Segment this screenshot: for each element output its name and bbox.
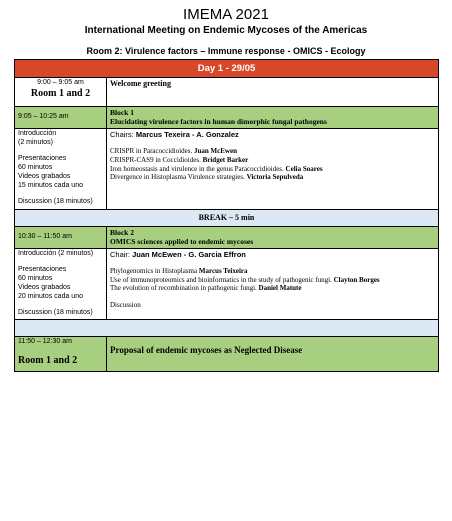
block1-videos-each: 15 minutos cada uno xyxy=(18,181,83,189)
block2-right-cell xyxy=(107,248,439,320)
closing-time: 11:50 – 12:30 am xyxy=(18,338,72,345)
talk-title: Iron homeostasis and virulence in the genus Paracoccidioides. xyxy=(110,164,286,173)
block1-body-row xyxy=(15,128,439,209)
block2-discussion-right: Discussion xyxy=(110,301,141,310)
closing-row xyxy=(15,337,439,372)
welcome-time: 9:00 – 9:05 am xyxy=(37,79,84,86)
block1-videos: Videos grabados xyxy=(18,172,71,180)
block1-talk-4 xyxy=(110,173,435,182)
block2-talk-3 xyxy=(110,284,435,293)
room-line: Room 2: Virulence factors – Immune response - OMICS - Ecology xyxy=(86,46,366,56)
welcome-row xyxy=(15,78,439,107)
talk-speaker: Daniel Matute xyxy=(258,284,302,293)
block2-chair-names: Juan McEwen - G. Garcia Effron xyxy=(132,249,246,259)
break-row xyxy=(15,209,439,226)
closing-title: Proposal of endemic mycoses as Neglected Disease xyxy=(107,337,439,372)
block1-time: 9:05 – 10:25 am xyxy=(15,107,107,129)
block2-discussion-left: Discussion (18 minutos) xyxy=(18,309,93,317)
talk-title: The evolution of recombination in pathogenic fungi. xyxy=(110,284,259,293)
block1-header xyxy=(107,107,439,129)
spacer-cell xyxy=(15,320,439,337)
block2-label: Block 2 xyxy=(110,227,134,237)
block1-right-cell xyxy=(107,128,439,209)
block1-intro-duration: (2 minutos) xyxy=(18,138,54,146)
closing-time-cell xyxy=(15,337,107,372)
talk-title: Use of immunoproteomics and bioinformatics in the study of pathogenic fungi. xyxy=(110,275,334,284)
closing-room: Room 1 and 2 xyxy=(18,354,78,366)
block2-videos-each: 20 minutos cada uno xyxy=(18,292,83,300)
block2-talk-2 xyxy=(110,276,435,285)
block1-presentations-minutes: 60 minutos xyxy=(18,164,53,171)
talk-speaker: Juan McEwen xyxy=(194,147,237,156)
block1-chairs-label: Chairs: xyxy=(110,129,136,139)
welcome-room: Room 1 and 2 xyxy=(30,87,91,99)
block1-talk-1 xyxy=(110,147,435,156)
block2-presentations-minutes: 60 minutos xyxy=(18,275,53,282)
talk-speaker: Celia Soares xyxy=(285,164,323,173)
block2-body-row xyxy=(15,248,439,320)
block1-presentations: Presentaciones xyxy=(18,155,67,163)
welcome-time-cell xyxy=(15,78,107,107)
block1-talk-2 xyxy=(110,156,435,165)
day-header: Day 1 - 29/05 xyxy=(15,60,439,78)
talk-title: CRISPR in Paracoccidioides. xyxy=(110,147,194,156)
talk-speaker: Victoria Sepulveda xyxy=(246,173,304,182)
talk-title: CRISPR-CAS9 in Coccidioides. xyxy=(110,155,203,164)
block1-header-row xyxy=(15,107,439,129)
block1-chairs-names: Marcus Texeira - A. Gonzalez xyxy=(135,129,239,139)
block1-discussion: Discussion (18 minutos) xyxy=(18,198,93,206)
day-row xyxy=(15,60,439,78)
document-title: IMEMA 2021 xyxy=(183,6,269,23)
block2-presentations: Presentaciones xyxy=(18,266,67,274)
block2-time: 10:30 – 11:50 am xyxy=(15,226,107,248)
break-label: BREAK – 5 min xyxy=(15,209,439,226)
block1-left-cell xyxy=(15,128,107,209)
block1-title: Elucidating virulence factors in human dimorphic fungal pathogens xyxy=(110,117,327,127)
spacer-row xyxy=(15,320,439,337)
welcome-title: Welcome greeting xyxy=(107,78,439,107)
block2-header xyxy=(107,226,439,248)
talk-speaker: Bridget Barker xyxy=(202,155,249,164)
block2-chair-label: Chair: xyxy=(110,249,133,259)
block1-talk-3 xyxy=(110,165,435,174)
block1-label: Block 1 xyxy=(110,108,134,117)
talk-speaker: Marcus Teixeira xyxy=(198,266,248,275)
block2-intro: Introducción (2 minutos) xyxy=(18,249,94,257)
talk-speaker: Clayton Borges xyxy=(333,275,380,284)
block2-talk-1 xyxy=(110,267,435,276)
block2-title: OMICS sciences applied to endemic mycoses xyxy=(110,237,254,247)
document-subtitle: International Meeting on Endemic Mycoses of the Americas xyxy=(84,25,368,36)
block2-left-cell xyxy=(15,248,107,320)
block2-videos: Videos grabados xyxy=(18,283,71,291)
talk-title: Phylogenomics in Histoplasma xyxy=(110,266,199,275)
schedule-table xyxy=(14,59,439,372)
block1-chairs xyxy=(110,130,435,139)
talk-title: Divergence in Histoplasma Virulence strategies. xyxy=(110,173,247,182)
block1-intro: Introducción xyxy=(18,129,57,137)
block2-chair xyxy=(110,250,435,259)
block2-header-row xyxy=(15,226,439,248)
